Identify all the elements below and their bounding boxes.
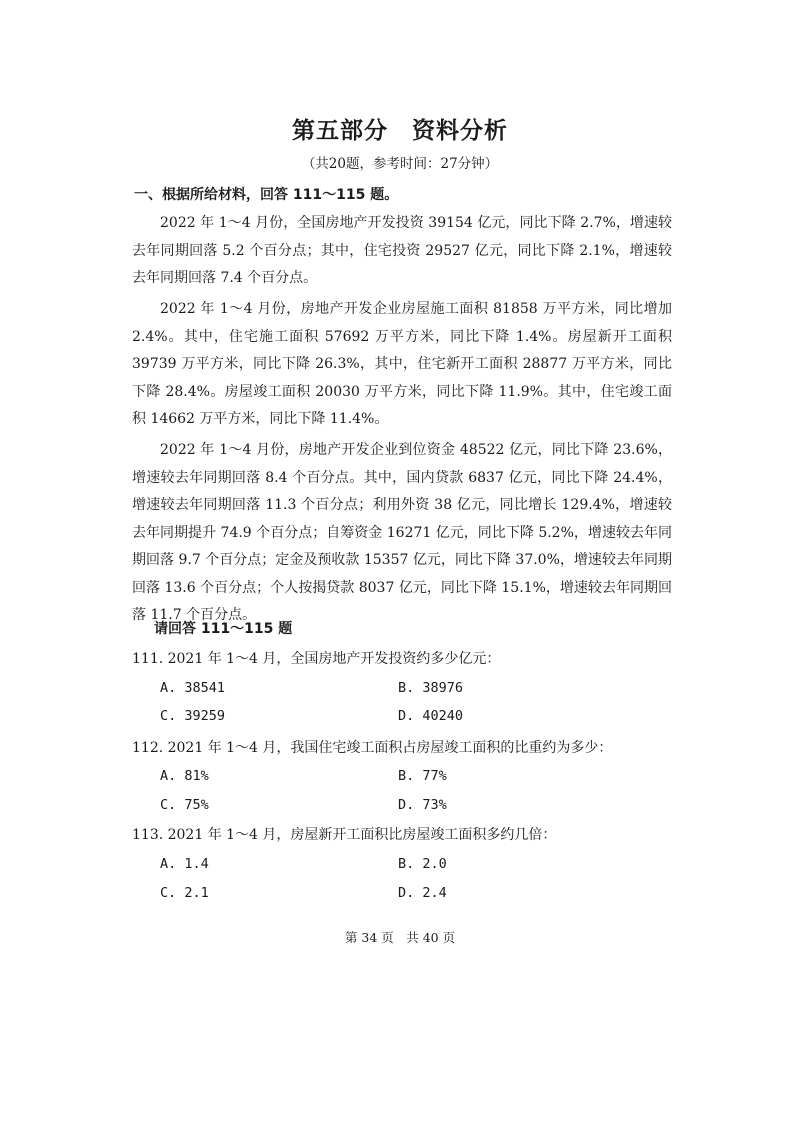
question-112-stem: 112. 2021 年 1～4 月，我国住宅竣工面积占房屋竣工面积的比重约为多少：	[132, 740, 613, 756]
question-112-option-d: D. 73%	[398, 797, 447, 813]
material-paragraph-2: 2022 年 1～4 月份，房地产开发企业房屋施工面积 81858 万平方米，同比增加 2.4%。其中，住宅施工面积 57692 万平方米，同比下降 1.4%。房屋新开工面积 39739 万平方米，同比下降 26.3%，其中，住宅新开工面积 28877 万平方米，同比下降 28.4%。房屋竣工面积 20030 万平方米，同比下降 11.9%。其中，住宅竣工面积 14662 万平方米，同比下降 11.4%。	[132, 301, 672, 427]
answer-prompt: 请回答 111～115 题	[154, 621, 293, 637]
question-113-option-a: A. 1.4	[160, 856, 209, 872]
question-111-option-c: C. 39259	[160, 708, 226, 724]
question-111-option-b: B. 38976	[398, 680, 464, 696]
question-113-stem: 113. 2021 年 1～4 月，房屋新开工面积比房屋竣工面积多约几倍：	[132, 827, 557, 843]
material-paragraph-3: 2022 年 1～4 月份，房地产开发企业到位资金 48522 亿元，同比下降 23.6%，增速较去年同期回落 8.4 个百分点。其中，国内贷款 6837 亿元，同比下降 24.4%，增速较去年同期回落 11.3 个百分点；利用外资 38 亿元，同比增长 129.4%，增速较去年同期提升 74.9 个百分点；自筹资金 16271 亿元，同比下降 5.2%，增速较去年同期回落 9.7 个百分点；定金及预收款 15357 亿元，同比下降 37.0%，增速较去年同期回落 13.6 个百分点；个人按揭贷款 8037 亿元，同比下降 15.1%，增速较去年同期回落 11.7 个百分点。	[132, 442, 672, 623]
question-113-option-b: B. 2.0	[398, 856, 447, 872]
question-111-option-a: A. 38541	[160, 680, 226, 696]
material-paragraph-1: 2022 年 1～4 月份，全国房地产开发投资 39154 亿元，同比下降 2.7%，增速较去年同期回落 5.2 个百分点；其中，住宅投资 29527 亿元，同比下降 2.1%，增速较去年同期回落 7.4 个百分点。	[132, 215, 672, 286]
section-heading: 一、根据所给材料，回答 111～115 题。	[134, 187, 399, 203]
question-112-option-c: C. 75%	[160, 797, 209, 813]
question-111-option-d: D. 40240	[398, 708, 464, 724]
question-113-option-d: D. 2.4	[398, 885, 447, 901]
question-113-option-c: C. 2.1	[160, 885, 209, 901]
page-number-footer: 第 34 页 共 40 页	[344, 930, 456, 945]
question-112-option-b: B. 77%	[398, 768, 447, 784]
page-subtitle: （共20题，参考时间：27分钟）	[301, 156, 499, 172]
question-112-option-a: A. 81%	[160, 768, 209, 784]
page-title: 第五部分 资料分析	[292, 118, 508, 144]
question-111-stem: 111. 2021 年 1～4 月，全国房地产开发投资约多少亿元：	[132, 651, 501, 667]
